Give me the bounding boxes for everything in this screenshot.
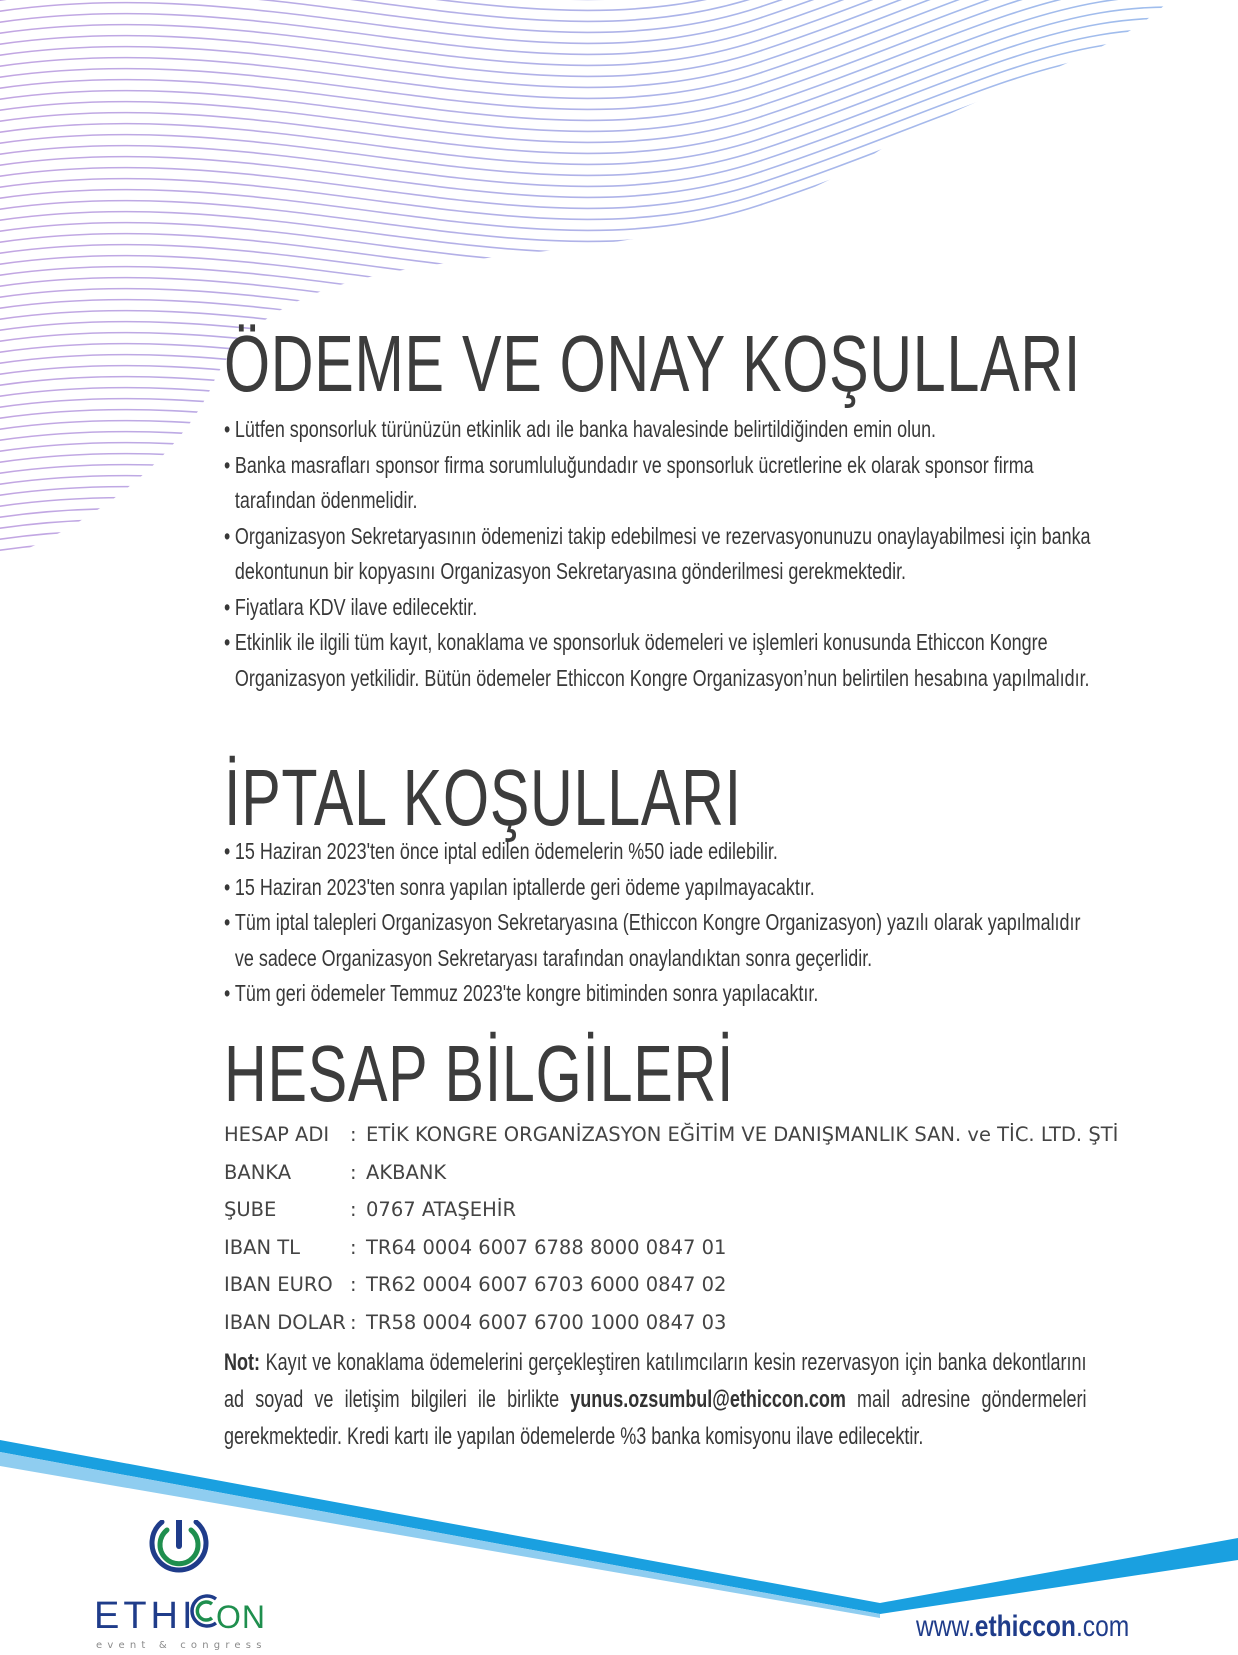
power-icon: [152, 1520, 206, 1570]
contact-email-link[interactable]: yunus.ozsumbul@ethiccon.com: [570, 1386, 846, 1413]
payment-note: [224, 1344, 1087, 1455]
separator: :: [350, 1198, 357, 1222]
iban-dollar-value: TR58 0004 6007 6700 1000 0847 03: [366, 1310, 727, 1334]
bank-label: BANKA: [224, 1160, 292, 1184]
table-row: [224, 1191, 1118, 1229]
wave-line: [0, 0, 1238, 131]
separator: :: [350, 1235, 357, 1259]
note-text-before: Kayıt ve konaklama ödemelerini gerçekleştiren katılımcıların kesin rezervasyon için banka dekontlarını ad soyad ve iletişim bilgileri ile birlikte: [224, 1349, 1087, 1413]
bank-value: AKBANK: [366, 1160, 447, 1184]
payment-terms-list: [224, 412, 1098, 696]
wave-line: [0, 150, 1238, 296]
website-suffix: .com: [1075, 1610, 1130, 1643]
wave-line: [0, 172, 1238, 318]
website-prefix: www.: [916, 1610, 975, 1643]
table-row: [224, 1304, 1118, 1342]
wave-line: [0, 0, 1238, 120]
separator: :: [350, 1123, 357, 1147]
note-label: Not:: [224, 1349, 260, 1376]
account-name-value: ETİK KONGRE ORGANİZASYON EĞİTİM VE DANIŞMANLIK SAN. ve TİC. LTD. ŞTİ: [366, 1123, 1119, 1147]
list-item: • 15 Haziran 2023'ten sonra yapılan iptallerde geri ödeme yapılmayacaktır.: [224, 870, 1098, 906]
separator: :: [350, 1160, 357, 1184]
logo-wordmark-start: ETHI: [94, 1595, 197, 1637]
branch-label: ŞUBE: [224, 1198, 277, 1222]
separator: :: [350, 1273, 357, 1297]
separator: :: [350, 1310, 357, 1334]
iban-tl-label: IBAN TL: [224, 1235, 301, 1259]
wave-line: [0, 139, 1238, 285]
branch-value: 0767 ATAŞEHİR: [366, 1198, 517, 1222]
list-item: • Lütfen sponsorluk türünüzün etkinlik adı ile banka havalesinde belirtildiğinden emin olun.: [224, 412, 1098, 448]
logo-c-mark: [192, 1596, 216, 1626]
iban-tl-value: TR64 0004 6007 6788 8000 0847 01: [366, 1235, 727, 1259]
list-item: • Organizasyon Sekretaryasının ödemenizi takip edebilmesi ve rezervasyonunuzu onaylayabilmesi için banka dekontunun bir kopyasını Organizasyon Sekretaryasına gönderilmesi gerekmektedir.: [224, 519, 1098, 590]
list-item: • Etkinlik ile ilgili tüm kayıt, konaklama ve sponsorluk ödemeleri ve işlemleri konusunda Ethiccon Kongre Organizasyon yetkilidir. Bütün ödemeler Ethiccon Kongre Organizasyon’nun belirtilen hesabına yapılmalıdır.: [224, 625, 1098, 696]
wave-line: [0, 161, 1238, 307]
cancellation-terms-list: [224, 834, 1098, 1012]
note-text-after: mail adresine göndermeleri gerekmektedir. Kredi kartı ile yapılan ödemelerde %3 banka komisyonu ilave edilecektir.: [224, 1386, 1087, 1450]
wave-line: [0, 117, 1238, 263]
website-domain: ethiccon: [974, 1610, 1076, 1643]
account-info-heading: HESAP BİLGİLERİ: [224, 1029, 735, 1118]
payment-terms-heading: ÖDEME VE ONAY KOŞULLARI: [224, 319, 1082, 408]
list-item: • Banka masrafları sponsor firma sorumluluğundadır ve sponsorluk ücretlerine ek olarak sponsor firma tarafından ödenmelidir.: [224, 448, 1098, 519]
table-row: [224, 1229, 1118, 1267]
logo-tagline: event & congress: [96, 1640, 267, 1651]
table-row: [224, 1116, 1118, 1154]
wave-line: [0, 183, 1238, 329]
account-info-table: [224, 1116, 1118, 1341]
list-item: • Tüm geri ödemeler Temmuz 2023'te kongre bitiminden sonra yapılacaktır.: [224, 976, 1098, 1012]
list-item: • Fiyatlara KDV ilave edilecektir.: [224, 590, 1098, 626]
account-name-label: HESAP ADI: [224, 1123, 330, 1147]
iban-euro-value: TR62 0004 6007 6703 6000 0847 02: [366, 1273, 727, 1297]
table-row: [224, 1266, 1118, 1304]
iban-dollar-label: IBAN DOLAR: [224, 1310, 346, 1334]
wave-line: [0, 128, 1238, 274]
wave-line: [0, 0, 1238, 21]
list-item: • Tüm iptal talepleri Organizasyon Sekretaryasına (Ethiccon Kongre Organizasyon) yazılı olarak yapılmalıdır ve sadece Organizasyon Sekretaryası tarafından onaylandıktan sonra geçerlidir.: [224, 905, 1098, 976]
iban-euro-label: IBAN EURO: [224, 1273, 333, 1297]
cancellation-terms-heading: İPTAL KOŞULLARI: [224, 753, 742, 842]
website-link[interactable]: [916, 1610, 1129, 1644]
table-row: [224, 1154, 1118, 1192]
list-item: • 15 Haziran 2023'ten önce iptal edilen ödemelerin %50 iade edilebilir.: [224, 834, 1098, 870]
logo-wordmark-end: ON: [216, 1599, 266, 1635]
ethiccon-logo: [88, 1520, 288, 1655]
